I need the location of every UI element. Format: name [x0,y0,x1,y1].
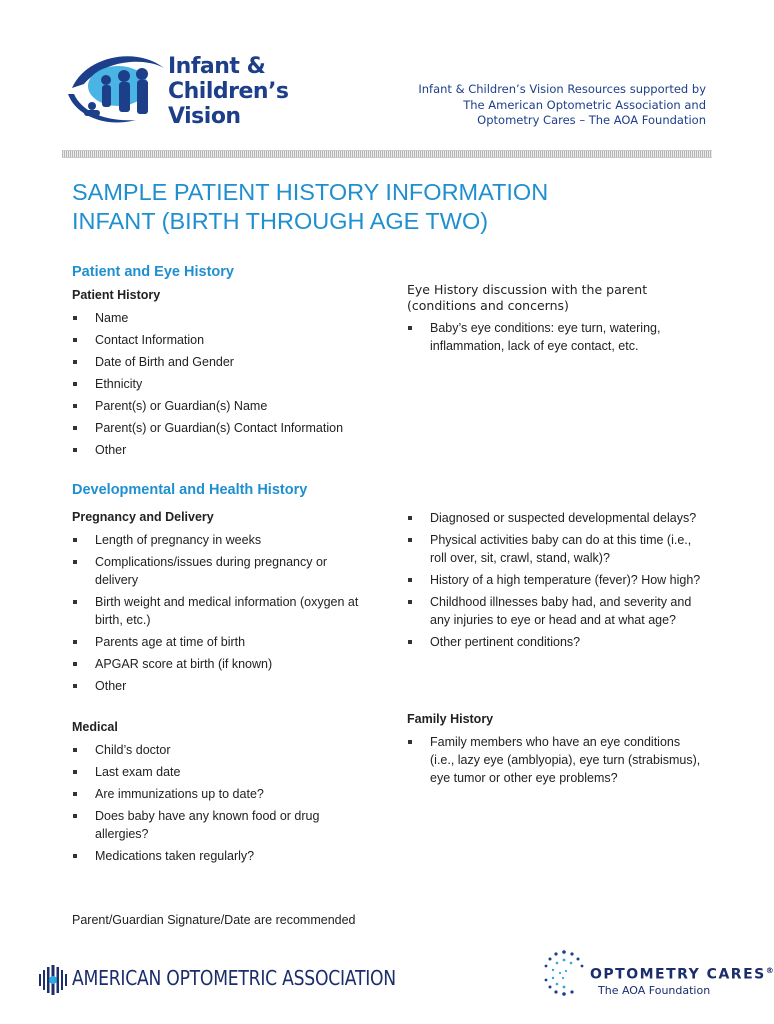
eye-history-list [407,319,677,355]
logo-line: Vision [168,104,241,129]
optometry-cares-logo-icon [540,948,588,998]
list-item: Parent(s) or Guardian(s) Name [72,397,372,415]
patient-history-list [72,309,372,463]
list-item: Family members who have an eye conditions (i.e., lazy eye (amblyopia), eye turn (strabismus), eye tumor or other eye problems? [407,733,707,787]
list-item: Medications taken regularly? [72,847,362,865]
supported-line: Infant & Children’s Vision Resources supported by [418,82,706,96]
list-item: Contact Information [72,331,372,349]
list-item: Other [72,677,372,695]
list-item: Parents age at time of birth [72,633,372,651]
list-item: Name [72,309,372,327]
title-line: INFANT (BIRTH THROUGH AGE TWO) [72,208,489,234]
oc-name-text: OPTOMETRY CARES [590,966,766,983]
list-item: Are immunizations up to date? [72,785,362,803]
list-item: Length of pregnancy in weeks [72,531,372,549]
title-line: SAMPLE PATIENT HISTORY INFORMATION [72,179,549,205]
eye-history-heading-line: Eye History discussion with the parent [407,282,648,297]
list-item: Complications/issues during pregnancy or delivery [72,553,372,589]
supported-line: Optometry Cares – The AOA Foundation [477,113,706,127]
list-item: History of a high temperature (fever)? How high? [407,571,707,589]
logo-line: Infant & [168,54,266,79]
list-item: Other [72,441,372,459]
aoa-name: AMERICAN OPTOMETRIC ASSOCIATION [72,966,396,990]
list-item: Last exam date [72,763,362,781]
list-item: Other pertinent conditions? [407,633,707,651]
document-title [72,178,548,236]
list-item: Date of Birth and Gender [72,353,372,371]
signature-note: Parent/Guardian Signature/Date are recommended [72,913,356,927]
logo-line: Children’s [168,79,289,104]
pregnancy-delivery-list [72,531,372,699]
family-history-heading: Family History [407,712,494,726]
header-divider [62,150,712,158]
list-item: Does baby have any known food or drug allergies? [72,807,362,843]
list-item: Baby’s eye conditions: eye turn, watering, inflammation, lack of eye contact, etc. [407,319,677,355]
developmental-list [407,509,707,655]
section-heading-patient-eye: Patient and Eye History [72,264,234,280]
supported-line: The American Optometric Association and [463,97,706,112]
registered-mark: ® [765,966,774,975]
infant-childrens-vision-logo-text [168,54,289,129]
list-item: Ethnicity [72,375,372,393]
list-item: Parent(s) or Guardian(s) Contact Information [72,419,372,437]
eye-history-heading-line: (conditions and concerns) [407,298,569,313]
infant-childrens-vision-logo-graphic [66,50,166,128]
list-item: Birth weight and medical information (oxygen at birth, etc.) [72,593,372,629]
eye-history-heading [407,282,647,314]
list-item: Diagnosed or suspected developmental delays? [407,509,707,527]
supported-by-note [418,82,706,129]
patient-history-heading: Patient History [72,288,161,302]
medical-list [72,741,362,869]
medical-heading: Medical [72,720,118,734]
list-item: Childhood illnesses baby had, and severity and any injuries to eye or head and at what age? [407,593,707,629]
section-heading-developmental: Developmental and Health History [72,482,308,498]
list-item: Physical activities baby can do at this time (i.e., roll over, sit, crawl, stand, walk)? [407,531,707,567]
optometry-cares-subtitle: The AOA Foundation [598,984,711,997]
aoa-logo-icon [38,962,68,998]
pregnancy-delivery-heading: Pregnancy and Delivery [72,510,214,524]
optometry-cares-name [590,966,774,983]
list-item: APGAR score at birth (if known) [72,655,372,673]
family-history-list [407,733,707,787]
list-item: Child’s doctor [72,741,362,759]
